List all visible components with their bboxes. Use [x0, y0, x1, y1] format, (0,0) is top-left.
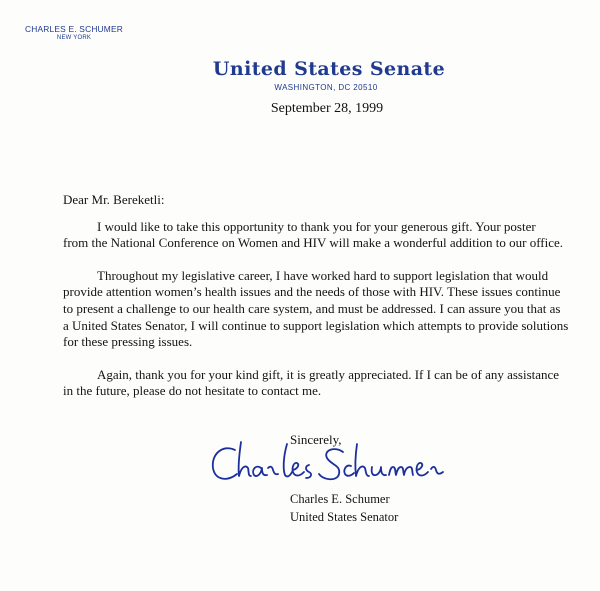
letter-body	[63, 192, 583, 416]
paragraph-line: for these pressing issues.	[63, 334, 193, 350]
signer-block	[290, 490, 398, 526]
sender-name: CHARLES E. SCHUMER	[24, 24, 124, 34]
paragraph-line: Throughout my legislative career, I have worked hard to support legislation that would	[97, 267, 549, 283]
letterhead-city: WASHINGTON, DC 20510	[274, 83, 378, 92]
paragraph-1	[63, 219, 583, 252]
signer-name: Charles E. Schumer	[290, 492, 390, 506]
closing: Sincerely,	[290, 432, 342, 447]
senate-title: United States Senate	[212, 58, 446, 80]
paragraph-3	[63, 367, 583, 400]
paragraph-line: to present a challenge to our health care system, and must be addressed. I can assure you that as	[63, 300, 561, 316]
signer-title: United States Senator	[290, 510, 399, 524]
paragraph-line: in the future, please do not hesitate to contact me.	[63, 383, 322, 399]
paragraph-line: Again, thank you for your kind gift, it is greatly appreciated. If I can be of any assistance	[97, 366, 560, 382]
paragraph-line: I would like to take this opportunity to thank you for your generous gift. Your poster	[97, 218, 536, 234]
paragraph-line: from the National Conference on Women and HIV will make a wonderful addition to our office.	[63, 235, 564, 251]
paragraph-2	[63, 268, 583, 351]
salutation: Dear Mr. Bereketli:	[63, 192, 165, 207]
handwritten-signature	[205, 432, 450, 494]
letterhead	[0, 58, 600, 117]
paragraph-line: provide attention women’s health issues and the needs of those with HIV. These issues continue	[63, 284, 561, 300]
sender-block	[24, 24, 124, 41]
sender-state: NEW YORK	[56, 35, 92, 41]
paragraph-line: a United States Senator, I will continue to support legislation which attempts to provide solutions	[63, 317, 569, 333]
letter-date: September 28, 1999	[270, 101, 384, 116]
